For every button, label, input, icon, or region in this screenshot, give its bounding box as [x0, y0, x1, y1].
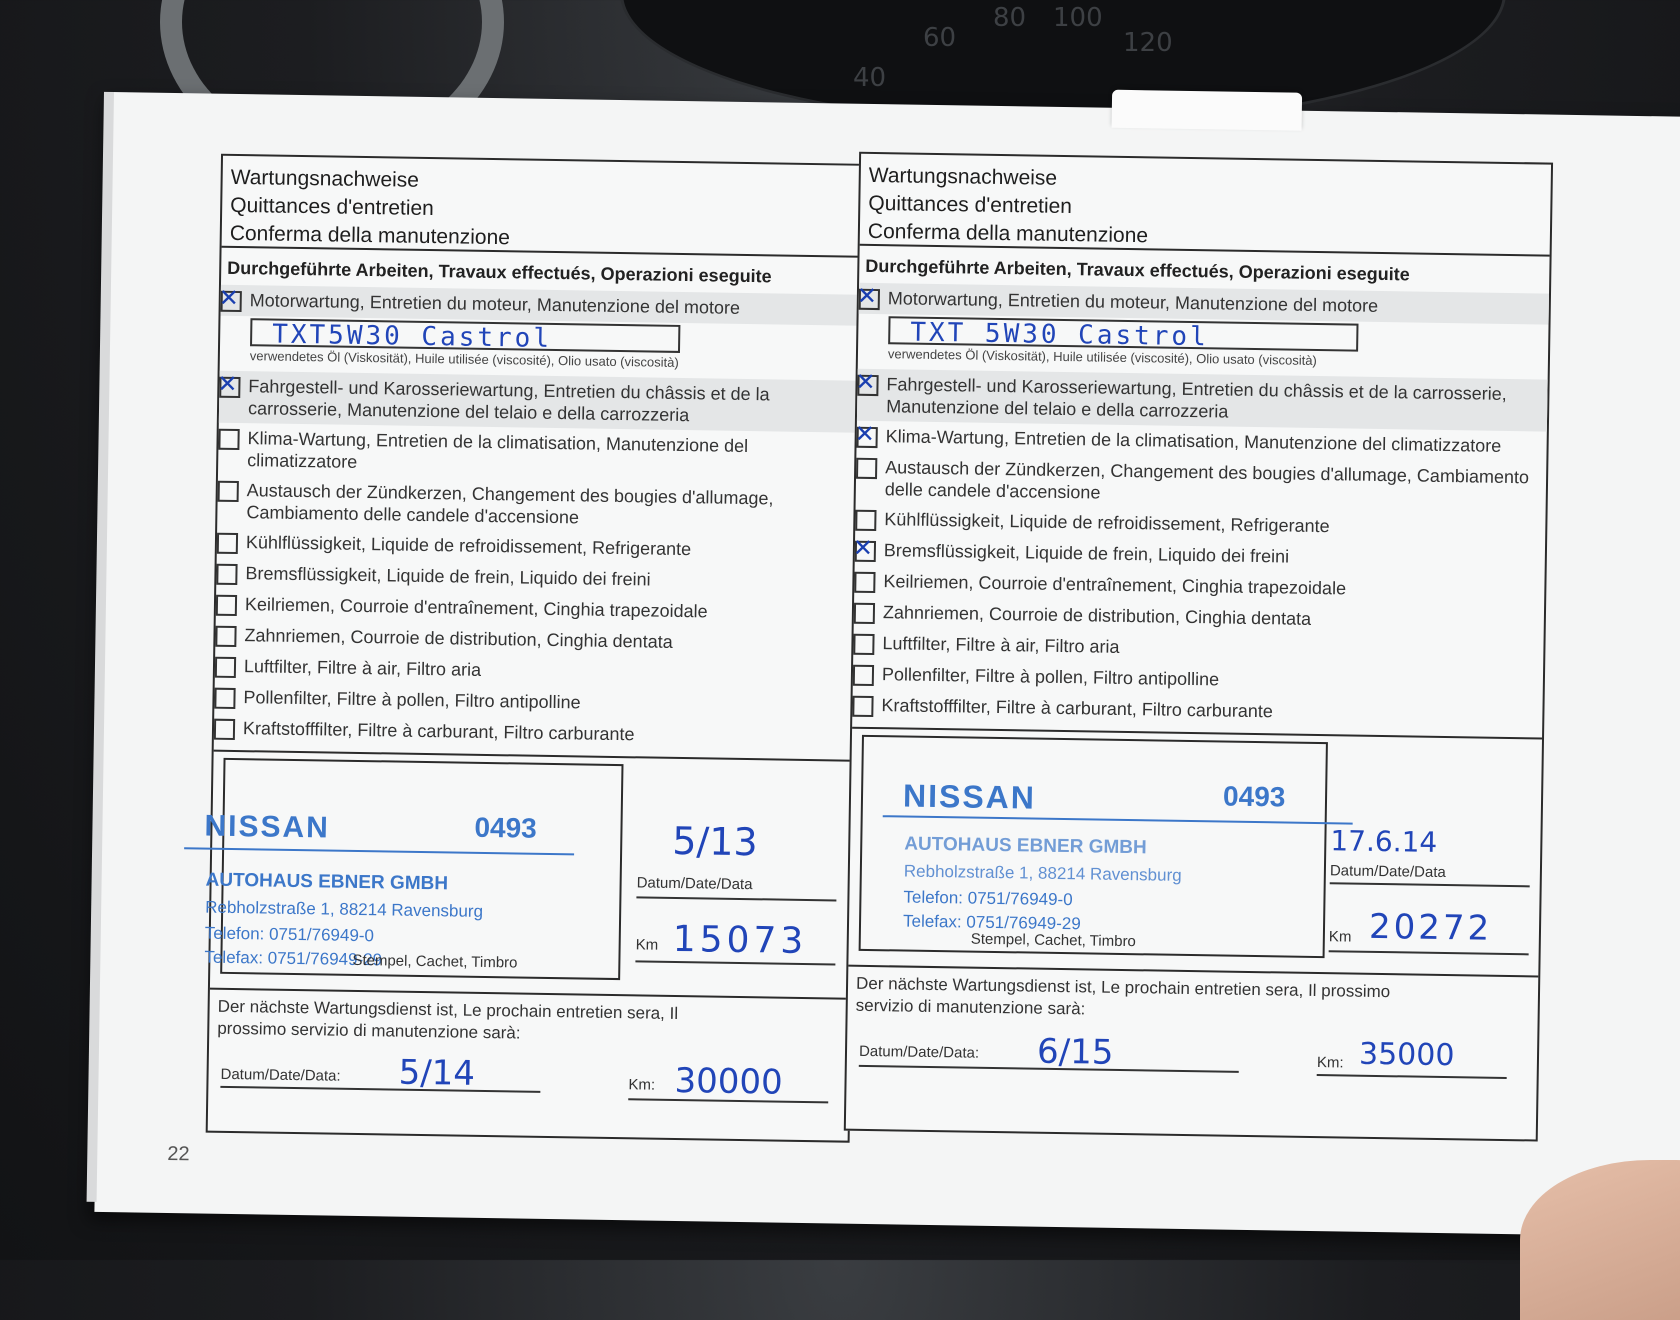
- checklist-item-label: Kraftstofffilter, Filtre à carburant, Filtro carburante: [242, 718, 635, 745]
- next-service-text: Der nächste Wartungsdienst ist, Le prochain entretien sera, Il prossimo servizio di manutenzione sarà:: [855, 973, 1391, 1019]
- check-mark-icon: ✕: [855, 367, 876, 397]
- date-label: Datum/Date/Data: [1329, 862, 1446, 882]
- stamp-caption: Stempel, Cachet, Timbro: [352, 951, 518, 972]
- stamp-area: [204, 750, 854, 998]
- section-title: Durchgeführte Arbeiten, Travaux effectués, Operazioni eseguite: [227, 257, 772, 287]
- checklist-item-label: Zahnriemen, Courroie de distribution, Cinghia dentata: [882, 602, 1312, 629]
- stamp-box: [204, 758, 623, 980]
- check-mark-icon: ✕: [852, 533, 874, 563]
- title-de: Wartungsnachweise: [230, 165, 420, 192]
- date-line: [636, 896, 836, 901]
- checklist-item-label: Pollenfilter, Filtre à pollen, Filtro antipolline: [243, 687, 581, 713]
- checkbox[interactable]: [854, 603, 875, 624]
- title-it: Conferma della manutenzione: [867, 219, 1149, 248]
- checkbox[interactable]: [856, 281, 880, 311]
- checklist-item-label: Kraftstofffilter, Filtre à carburant, Filtro carburante: [881, 695, 1274, 722]
- checklist-item-label: Motorwartung, Entretien du moteur, Manutenzione del motore: [887, 288, 1379, 316]
- title-fr: Quittances d'entretien: [868, 191, 1073, 219]
- checklist-item-label: Fahrgestell- und Karosseriewartung, Entretien du châssis et de la carrosserie, Manutenzione del telaio e della carrozzeria: [886, 374, 1507, 422]
- date-line: [1330, 882, 1530, 887]
- service-record-right: [844, 152, 1553, 1142]
- check-mark-icon: ✕: [218, 283, 240, 313]
- checkbox[interactable]: [852, 696, 873, 717]
- checklist-item-label: Keilriemen, Courroie d'entraînement, Cinghia trapezoidale: [883, 571, 1347, 599]
- stamp-area: [848, 727, 1542, 976]
- checkbox[interactable]: [852, 533, 876, 563]
- checklist-item-label: Luftfilter, Filtre à air, Filtro aria: [882, 633, 1120, 657]
- next-km-line: [628, 1098, 828, 1103]
- checklist-item-label: Fahrgestell- und Karosseriewartung, Entretien du châssis et de la carrosserie, Manutenzione del telaio e della carrozzeria: [247, 376, 770, 426]
- stamp-company: AUTOHAUS EBNER GMBH: [205, 869, 449, 895]
- speed-mark: 40: [853, 63, 887, 93]
- oil-caption: verwendetes Öl (Viskosität), Huile utilisée (viscosité), Olio usato (viscosità): [249, 348, 679, 370]
- checkbox[interactable]: [218, 481, 239, 502]
- next-km-label: Km:: [1316, 1054, 1344, 1072]
- checkbox[interactable]: [217, 369, 240, 399]
- stamp-rule: [184, 847, 574, 855]
- stamp-brand: NISSAN: [204, 809, 331, 845]
- booklet-spine: [87, 92, 114, 1202]
- service-date: 17.6.14: [1330, 824, 1438, 859]
- next-service: [847, 965, 1539, 1088]
- section-title: Durchgeführte Arbeiten, Travaux effectués, Operazioni eseguite: [865, 255, 1410, 285]
- next-km-label: Km:: [628, 1076, 656, 1094]
- speed-mark: 80: [993, 3, 1027, 33]
- checklist: [852, 283, 1549, 732]
- next-date-line: [220, 1086, 540, 1093]
- speed-mark: 100: [1053, 3, 1103, 33]
- checkbox[interactable]: [853, 665, 874, 686]
- checklist-item-label: Bremsflüssigkeit, Liquide de frein, Liquido dei freini: [245, 563, 651, 590]
- oil-field[interactable]: TXT 5W30 Castrol: [888, 316, 1358, 351]
- next-date: 6/15: [1036, 1031, 1114, 1073]
- checklist-item-label: Zahnriemen, Courroie de distribution, Cinghia dentata: [244, 625, 673, 652]
- next-date-label: Datum/Date/Data:: [858, 1042, 980, 1062]
- date-label: Datum/Date/Data: [636, 874, 753, 894]
- next-km-line: [1317, 1074, 1507, 1079]
- km-line: [1329, 950, 1529, 955]
- form-header: [222, 156, 863, 258]
- oil-caption: verwendetes Öl (Viskosität), Huile utilisée (viscosité), Olio usato (viscosità): [887, 346, 1317, 368]
- title-de: Wartungsnachweise: [868, 163, 1058, 190]
- checkbox[interactable]: [214, 719, 235, 740]
- checkbox[interactable]: [856, 458, 877, 479]
- page-tab: [1112, 90, 1303, 131]
- checkbox[interactable]: [214, 688, 235, 709]
- service-booklet: [94, 92, 1680, 1237]
- checklist-item-label: Luftfilter, Filtre à air, Filtro aria: [243, 656, 482, 680]
- checklist-item-label: Austausch der Zündkerzen, Changement des bougies d'allumage, Cambiamento delle candele d'accensione: [884, 457, 1530, 503]
- checkbox[interactable]: [855, 510, 876, 531]
- stamp-code: 0493: [1222, 780, 1286, 813]
- next-service-text: Der nächste Wartungsdienst ist, Le prochain entretien sera, Il prossimo servizio di manutenzione sarà:: [217, 996, 679, 1043]
- check-mark-icon: ✕: [856, 281, 878, 311]
- checklist-item-label: Bremsflüssigkeit, Liquide de frein, Liquido dei freini: [883, 540, 1290, 567]
- stamp-fax: Telefax: 0751/76949-29: [902, 911, 1081, 934]
- km-label: Km: [635, 936, 659, 954]
- checkbox[interactable]: [218, 429, 239, 450]
- title-fr: Quittances d'entretien: [230, 193, 435, 221]
- checklist-item-label: Kühlflüssigkeit, Liquide de refroidissement, Refrigerante: [245, 532, 692, 560]
- stamp-box: [859, 735, 1328, 958]
- checkbox[interactable]: [216, 595, 237, 616]
- stamp-code: 0493: [474, 811, 538, 844]
- next-service: [208, 988, 850, 1110]
- check-mark-icon: ✕: [217, 369, 238, 399]
- stamp-brand: NISSAN: [902, 777, 1037, 816]
- stamp-caption: Stempel, Cachet, Timbro: [970, 930, 1136, 951]
- stamp-rule: [883, 815, 1353, 824]
- stamp-company: AUTOHAUS EBNER GMBH: [904, 833, 1147, 859]
- speed-mark: 60: [923, 23, 957, 53]
- checkbox[interactable]: [853, 634, 874, 655]
- stamp-address: Rebholzstraße 1, 88214 Ravensburg: [903, 861, 1182, 885]
- service-date: 5/13: [671, 818, 758, 865]
- checklist-item-label: Klima-Wartung, Entretien de la climatisation, Manutenzione del climatizzatore: [247, 428, 749, 472]
- checkbox[interactable]: [215, 626, 236, 647]
- next-km: 30000: [674, 1060, 784, 1103]
- checkbox[interactable]: [216, 564, 237, 585]
- checkbox[interactable]: [854, 419, 878, 449]
- title-it: Conferma della manutenzione: [229, 221, 511, 250]
- page-number: 22: [167, 1143, 190, 1166]
- next-date: 5/14: [398, 1052, 476, 1094]
- checklist-item-label: Motorwartung, Entretien du moteur, Manutenzione del motore: [249, 290, 741, 318]
- checklist-item-label: Pollenfilter, Filtre à pollen, Filtro antipolline: [881, 664, 1220, 690]
- form-header: [860, 154, 1551, 257]
- service-record-left: [206, 154, 865, 1143]
- stamp-address: Rebholzstraße 1, 88214 Ravensburg: [205, 897, 484, 921]
- checkbox[interactable]: [218, 283, 242, 313]
- checklist-item-label: Austausch der Zündkerzen, Changement des bougies d'allumage, Cambiamento delle candele d'accensione: [246, 480, 774, 528]
- stamp-phone: Telefon: 0751/76949-0: [204, 923, 375, 946]
- stamp-fax: Telefax: 0751/76949-29: [204, 947, 383, 970]
- checklist: [214, 285, 861, 754]
- checkbox[interactable]: [215, 657, 236, 678]
- next-km: 35000: [1358, 1036, 1455, 1074]
- oil-field[interactable]: TXT5W30 Castrol: [250, 318, 680, 353]
- checkbox[interactable]: [217, 533, 238, 554]
- next-date-label: Datum/Date/Data:: [220, 1065, 341, 1085]
- checkbox[interactable]: [854, 572, 875, 593]
- service-km: 20272: [1368, 906, 1493, 949]
- checkbox[interactable]: [855, 367, 878, 397]
- check-mark-icon: ✕: [854, 419, 876, 449]
- checklist-item-label: Keilriemen, Courroie d'entraînement, Cinghia trapezoidale: [244, 594, 708, 622]
- stamp-phone: Telefon: 0751/76949-0: [903, 887, 1073, 910]
- checklist-item-label: Kühlflüssigkeit, Liquide de refroidissement, Refrigerante: [884, 509, 1330, 537]
- speed-mark: 120: [1123, 28, 1173, 58]
- checklist-item-label: Klima-Wartung, Entretien de la climatisation, Manutenzione del climatizzatore: [885, 426, 1502, 456]
- km-label: Km: [1328, 928, 1352, 946]
- service-km: 15073: [672, 918, 808, 963]
